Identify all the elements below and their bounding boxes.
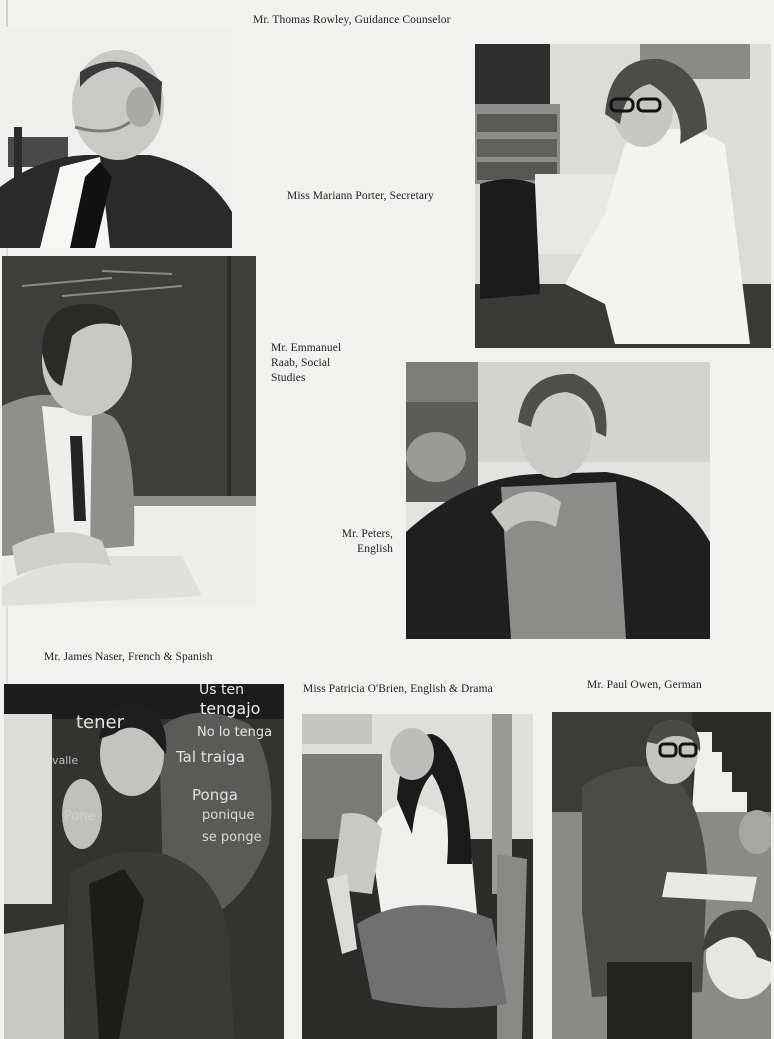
photo-thomas-rowley [0, 27, 232, 248]
chalk-word-8: ponique [202, 808, 255, 823]
chalk-word-10: Pone [64, 809, 96, 824]
photo-mariann-porter [475, 44, 771, 348]
photo-james-naser [4, 684, 284, 1039]
photo-patricia-obrien [302, 714, 533, 1039]
chalk-word-7: Ponga [192, 786, 238, 804]
caption-raab-line-2: Raab, Social [271, 357, 331, 369]
photo-paul-owen [552, 712, 771, 1039]
caption-obrien: Miss Patricia O'Brien, English & Drama [303, 683, 493, 695]
chalk-word-2: tengajo [200, 699, 261, 718]
caption-porter: Miss Mariann Porter, Secretary [287, 190, 434, 202]
caption-peters-line-2: English [357, 543, 393, 555]
chalk-word-5: valle [52, 754, 79, 767]
caption-naser: Mr. James Naser, French & Spanish [44, 651, 213, 663]
chalk-word-9: se ponge [202, 830, 262, 845]
caption-raab-line-1: Mr. Emmanuel [271, 342, 342, 354]
caption-raab [271, 341, 341, 386]
photo-emmanuel-raab [2, 256, 256, 606]
caption-rowley: Mr. Thomas Rowley, Guidance Counselor [253, 14, 451, 26]
caption-peters-line-1: Mr. Peters, [341, 528, 393, 540]
chalk-word-6: Tal traiga [176, 748, 245, 766]
caption-owen: Mr. Paul Owen, German [587, 679, 702, 691]
chalk-word-1: Us ten [199, 684, 244, 698]
chalk-word-3: tener [76, 712, 125, 733]
chalk-word-4: No lo tenga [197, 725, 273, 740]
caption-peters [330, 527, 393, 557]
photo-mr-peters [406, 362, 710, 639]
caption-raab-line-3: Studies [271, 372, 306, 384]
